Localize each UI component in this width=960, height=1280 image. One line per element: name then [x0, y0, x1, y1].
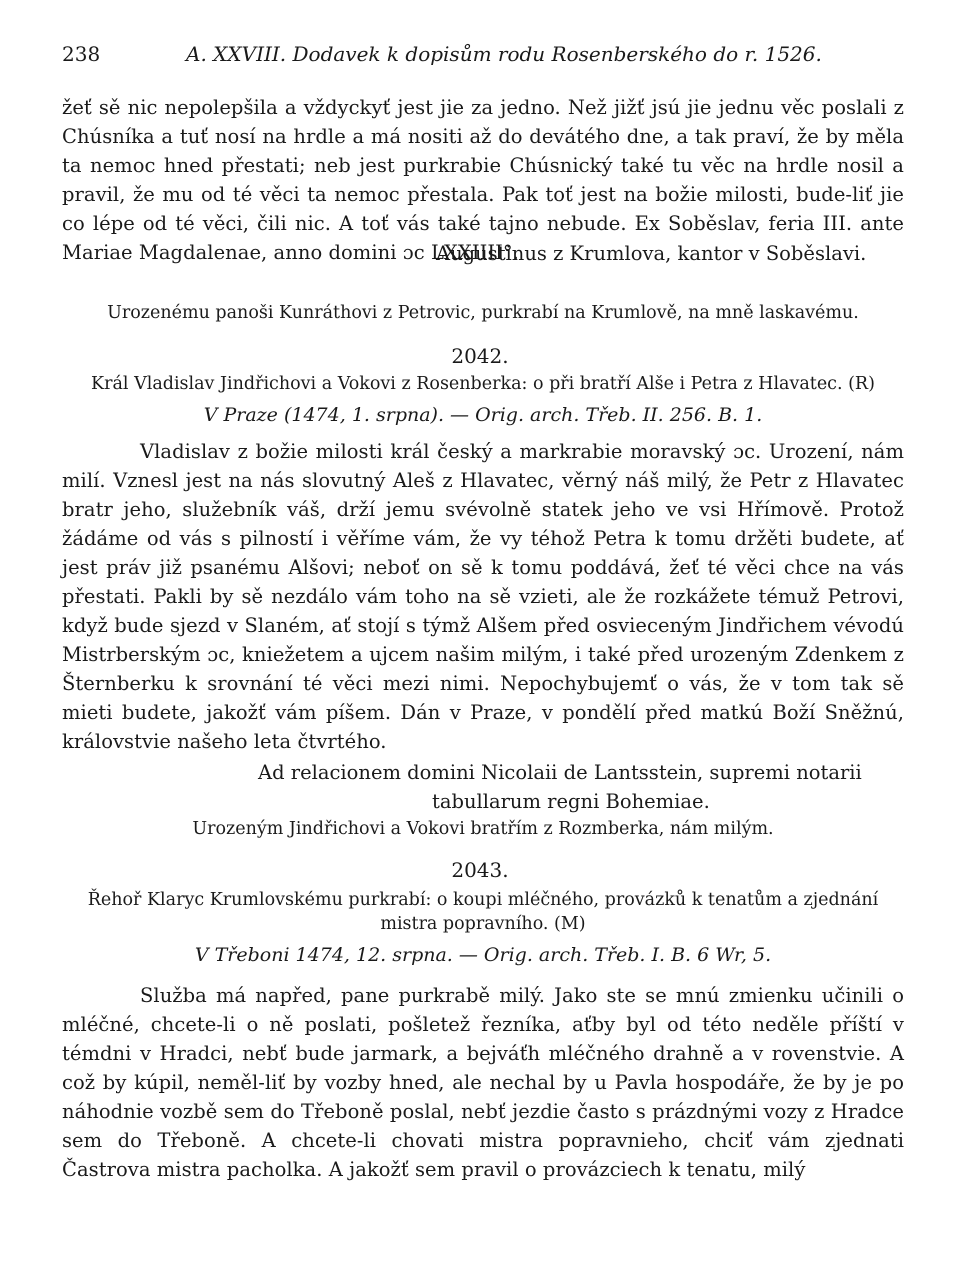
- doc-2042-text: [62, 437, 904, 756]
- doc-2042-regest: Král Vladislav Jindřichovi a Vokovi z Rosenberka: o při bratří Alše i Petra z Hlavatec. (R): [91, 374, 875, 394]
- intro-address: Urozenému panoši Kunráthovi z Petrovic, purkrabí na Krumlově, na mně laskavému.: [107, 303, 859, 323]
- page-number: 238: [62, 42, 101, 66]
- page-header: [62, 40, 902, 72]
- doc-2043-regest: Řehoř Klaryc Krumlovskému purkrabí: o koupi mléčného, provázků k tenatům a zjednání mistra popravního. (M): [87, 890, 879, 934]
- doc-2043-text: [62, 981, 904, 1184]
- doc-2042-relation-line2: tabullarum regni Bohemiae.: [432, 790, 710, 813]
- doc-2043-dating: V Třeboni 1474, 12. srpna. — Orig. arch. Třeb. I. B. 6 Wr, 5.: [194, 944, 772, 966]
- doc-2042-dating: V Praze (1474, 1. srpna). — Orig. arch. Třeb. II. 256. B. 1.: [203, 404, 763, 426]
- doc-2042-paragraph: Vladislav z božie milosti král český a markrabie moravský ɔc. Urození, nám milí. Vznesl jest na nás slovutný Aleš z Hlavatec, věrný náš milý, že Petr z Hlavatec bratr jeho, služebník váš, drží jemu svévolně statek jeho ve vsi Hřímově. Protož žádáme od vás s pilností i věříme vám, že vy téhož Petra k tomu držěti budete, ať jest práv již psanému Alšovi; neboť on sě k tomu poddává, žeť té věci chce na vás přestati. Pakli by sě nezdálo vám toho na sě vzieti, ale že rozkážete témuž Petrovi, když bude sjezd v Slaném, ať stojí s týmž Alšem před osvieceným Jindřichem vévodú Mistrberským ɔc, kniežetem a ujcem našim milým, i také před urozeným Zdenkem z Šternberku k srovnání té věci mezi nimi. Nepochybujemť o vás, že v tom tak sě mieti budete, jakožť vám píšem. Dán v Praze, v pondělí před matkú Boží Sněžnú, královstvie našeho leta čtvrtého.: [62, 440, 904, 753]
- doc-2043-number: 2043.: [451, 858, 509, 882]
- doc-2042-relation-line1: Ad relacionem domini Nicolaii de Lantsstein, supremi notarii: [258, 761, 862, 784]
- intro-paragraph: žeť sě nic nepolepšila a vždyckyť jest jie za jedno. Než jižť jsú jie jednu věc poslali z Chúsníka a tuť nosí na hrdle a má nositi až do devátého dne, a tak praví, že by měla ta nemoc hned přestati; neb jest purkrabie Chúsnický také tu věc na hrdle nosil a pravil, že mu od té věci ta nemoc přestala. Pak toť jest na božie milosti, bude-liť jie co lépe od té věci, čili nic. A toť vás také tajno nebude. Ex Soběslav, feria III. ante Mariae Magdalenae, anno domini ɔc LXXIIII°.: [62, 96, 904, 264]
- doc-2042-number: 2042.: [451, 344, 509, 368]
- doc-2042-address: Urozeným Jindřichovi a Vokovi bratřím z Rozmberka, nám milým.: [192, 819, 774, 839]
- doc-2043-paragraph: Služba má napřed, pane purkrabě milý. Jako ste se mnú zmienku učinili o mléčné, chcete-li o ně poslati, pošletež řezníka, aťby byl od této neděle příští v témdni v Hradci, nebť bude jarmark, a bejváťh mléčného drahně a v rovenstvie. A což by kúpil, neměl-liť by vozby hned, ale nechal by u Pavla hospodáře, že by je po náhodnie vozbě sem do Třeboně poslal, nebť jezdie často s prázdnými vozy z Hradce sem do Třeboně. A chcete-li chovati mistra popravnieho, chciť vám zjednati Častrova mistra pacholka. A jakožť sem pravil o provázciech k tenatu, milý: [62, 984, 904, 1181]
- intro-signature: Augustinus z Krumlova, kantor v Soběslavi.: [436, 242, 867, 265]
- running-title: A. XXVIII. Dodavek k dopisům rodu Rosenberského do r. 1526.: [186, 42, 822, 66]
